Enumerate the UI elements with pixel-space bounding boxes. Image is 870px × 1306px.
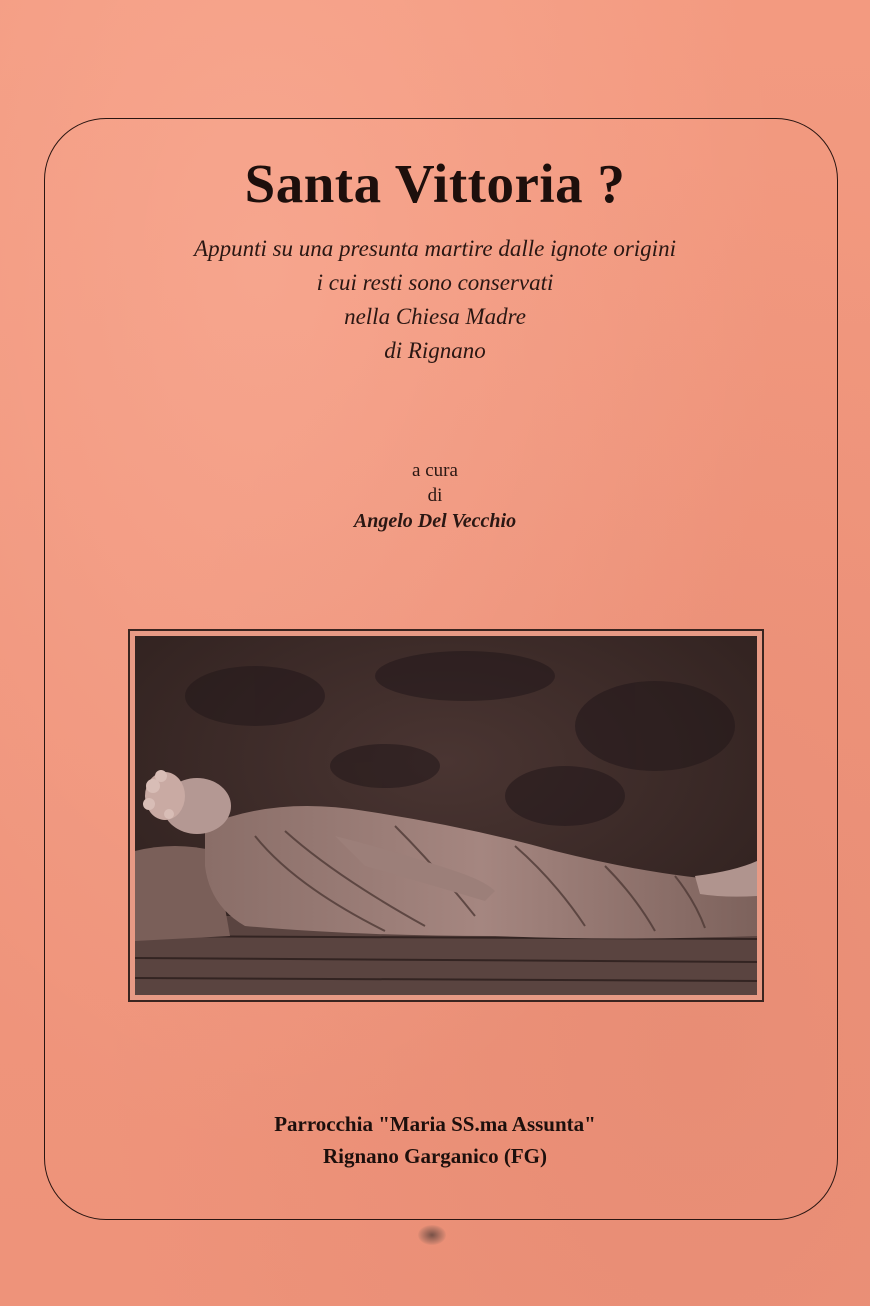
subtitle-line: i cui resti sono conservati [316,270,554,295]
subtitle-line: Appunti su una presunta martire dalle ignote origini [194,236,676,261]
subtitle-line: di Rignano [384,338,486,363]
publisher-block [0,1108,870,1172]
reclining-saint-image [135,636,757,995]
parish-name: Parrocchia "Maria SS.ma Assunta" [274,1112,596,1136]
publisher-location: Rignano Garganico (FG) [323,1144,547,1168]
paper-blemish [418,1225,446,1245]
editor-credit-line: di [427,485,443,506]
reliquary-photo [135,636,757,995]
editor-credit-line: a cura [412,460,458,481]
book-title: Santa Vittoria ? [244,153,626,214]
editor-name: Angelo Del Vecchio [353,510,517,532]
editor-credit [0,458,870,534]
book-subtitle [100,232,770,368]
cover-photo-frame [128,629,764,1002]
subtitle-line: nella Chiesa Madre [344,304,526,329]
